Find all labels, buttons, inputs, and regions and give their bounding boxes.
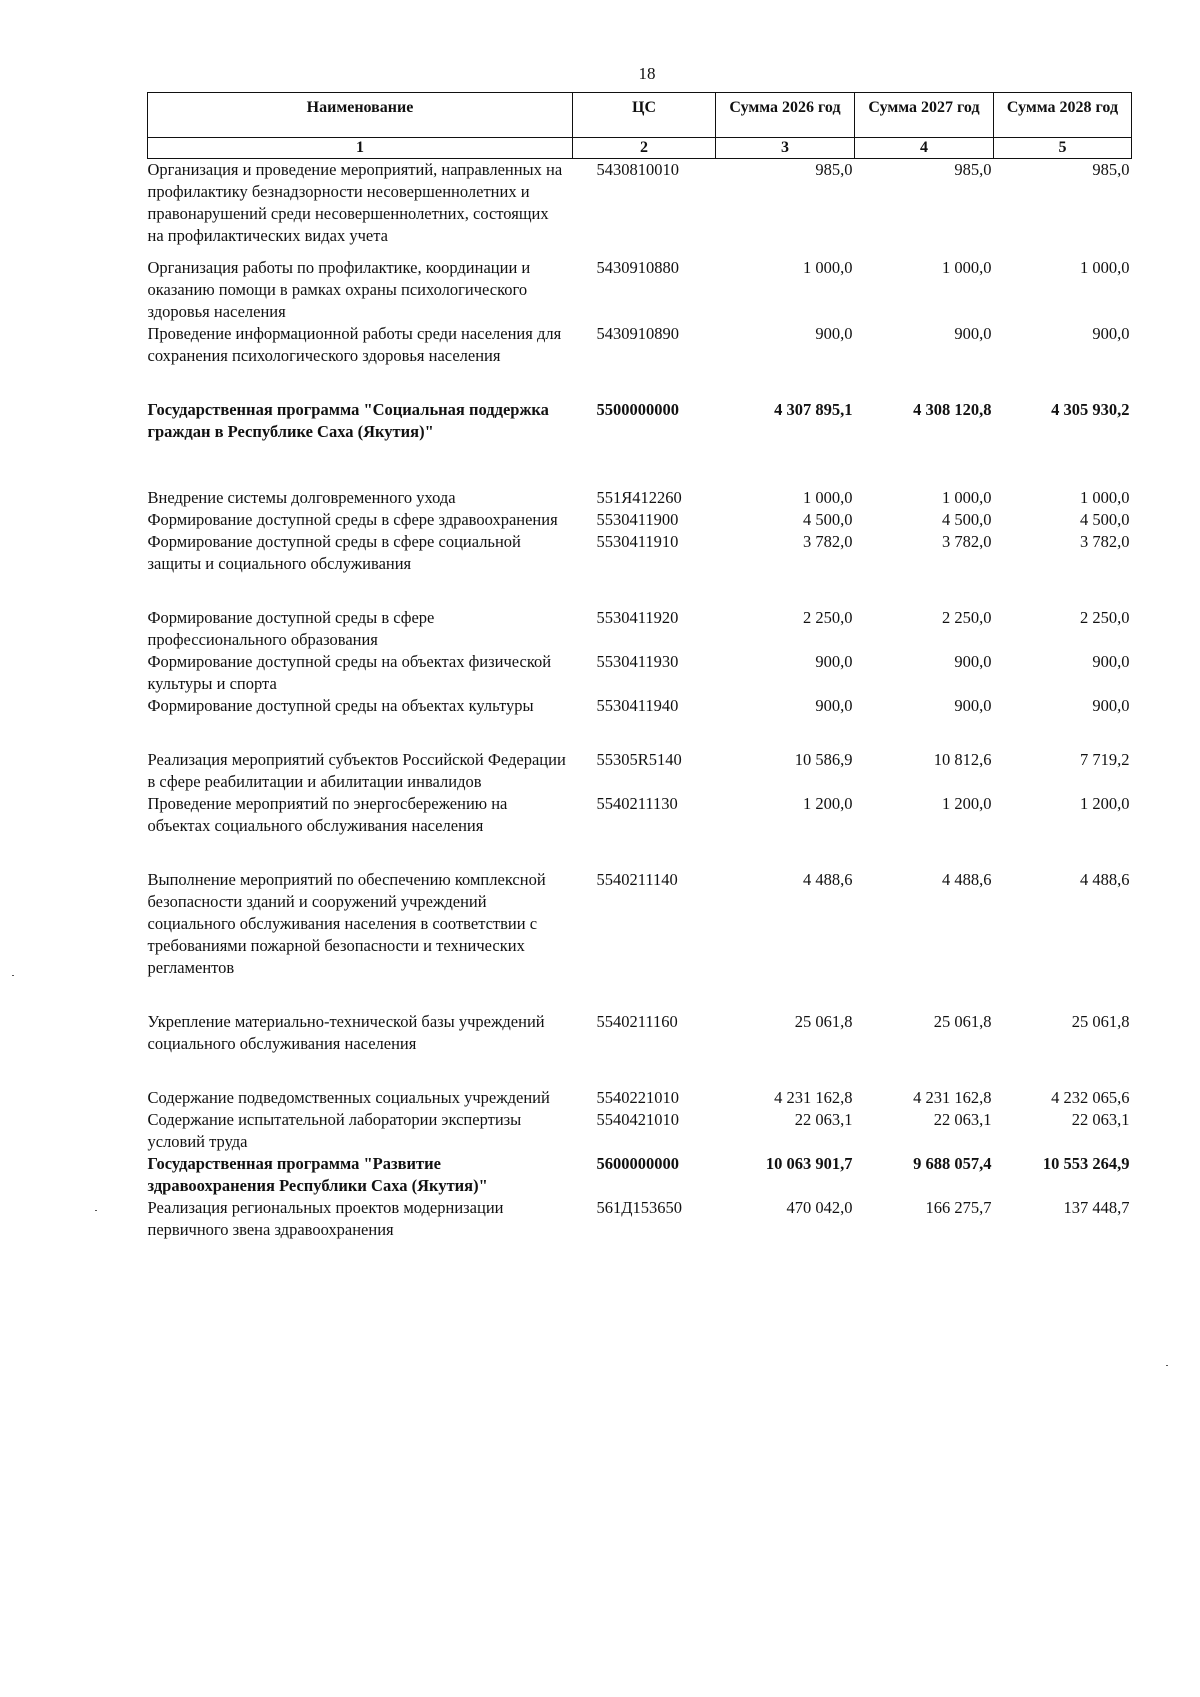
row-cs-code: 5530411940 (596, 696, 679, 715)
row-sum-2026: 4 488,6 (803, 870, 853, 889)
row-sum-2028: 4 232 065,6 (1051, 1088, 1130, 1107)
row-sum-2027: 3 782,0 (942, 532, 992, 551)
row-sum-2026: 10 586,9 (794, 750, 853, 769)
row-sum-2028: 25 061,8 (1071, 1012, 1130, 1031)
row-sum-2026: 900,0 (815, 652, 853, 671)
row-sum-2027: 4 231 162,8 (913, 1088, 992, 1107)
row-name: Проведение мероприятий по энергосбережению на объектах социального обслуживания населения (147, 794, 508, 835)
row-cs-code: 5530411920 (596, 608, 679, 627)
header-name: Наименование (148, 93, 573, 138)
row-sum-2028: 3 782,0 (1080, 532, 1130, 551)
row-name: Организация работы по профилактике, координации и оказанию помощи в рамках охраны психологического здоровья населения (147, 258, 531, 321)
row-sum-2026: 1 200,0 (803, 794, 853, 813)
row-sum-2028: 900,0 (1092, 652, 1130, 671)
row-cs-code: 5430910890 (596, 324, 679, 343)
table-row (148, 257, 1132, 323)
budget-table (147, 92, 1132, 1241)
row-name: Формирование доступной среды в сфере профессионального образования (147, 608, 435, 649)
row-sum-2027: 900,0 (954, 696, 992, 715)
row-name: Выполнение мероприятий по обеспечению комплексной безопасности зданий и сооружений учреждений социального обслуживания населения в соответствии с требованиями пожарной безопасности и технических регламентов (147, 870, 546, 977)
row-cs-code: 5540221010 (596, 1088, 679, 1107)
row-cs-code: 5540211130 (596, 794, 678, 813)
table-row (148, 531, 1132, 607)
row-sum-2028: 22 063,1 (1071, 1110, 1130, 1129)
header-number-row (148, 138, 1132, 159)
row-sum-2028: 2 250,0 (1080, 608, 1130, 627)
row-sum-2028: 4 500,0 (1080, 510, 1130, 529)
table-row (148, 1153, 1132, 1197)
table-row (148, 869, 1132, 1011)
table-row (148, 399, 1132, 487)
row-cs-code: 5530411900 (596, 510, 679, 529)
row-sum-2026: 2 250,0 (803, 608, 853, 627)
row-sum-2026: 900,0 (815, 324, 853, 343)
page-number: 18 (638, 64, 656, 83)
row-sum-2028: 4 305 930,2 (1051, 400, 1130, 419)
row-sum-2028: 900,0 (1092, 324, 1130, 343)
row-cs-code: 561Д153650 (596, 1198, 683, 1217)
row-sum-2028: 4 488,6 (1080, 870, 1130, 889)
row-name: Формирование доступной среды на объектах культуры (147, 696, 534, 715)
row-sum-2027: 9 688 057,4 (913, 1154, 992, 1173)
table-body (148, 159, 1132, 1242)
column-number: 3 (716, 138, 855, 159)
row-cs-code: 5540421010 (596, 1110, 679, 1129)
table-row (148, 749, 1132, 793)
scan-speck (1166, 1365, 1168, 1366)
row-cs-code: 5500000000 (596, 400, 679, 419)
table-row (148, 1109, 1132, 1153)
row-sum-2028: 1 200,0 (1080, 794, 1130, 813)
table-row (148, 651, 1132, 695)
row-sum-2027: 4 488,6 (942, 870, 992, 889)
row-sum-2028: 137 448,7 (1063, 1198, 1130, 1217)
row-name: Реализация региональных проектов модернизации первичного звена здравоохранения (147, 1198, 504, 1239)
column-number: 2 (573, 138, 716, 159)
table-row (148, 793, 1132, 869)
row-sum-2028: 1 000,0 (1080, 488, 1130, 507)
row-sum-2028: 10 553 264,9 (1042, 1154, 1130, 1173)
row-sum-2027: 2 250,0 (942, 608, 992, 627)
header-sum-2028: Сумма 2028 год (994, 93, 1132, 138)
row-sum-2028: 900,0 (1092, 696, 1130, 715)
table-row (148, 1197, 1132, 1241)
scan-speck (12, 975, 14, 976)
row-sum-2026: 4 307 895,1 (774, 400, 853, 419)
row-name: Формирование доступной среды в сфере социальной защиты и социального обслуживания (147, 532, 521, 573)
header-sum-2026: Сумма 2026 год (716, 93, 855, 138)
table-row (148, 607, 1132, 651)
row-sum-2027: 22 063,1 (933, 1110, 992, 1129)
row-sum-2026: 3 782,0 (803, 532, 853, 551)
row-cs-code: 5530411930 (596, 652, 679, 671)
row-sum-2027: 1 000,0 (942, 488, 992, 507)
scan-speck (95, 1210, 97, 1211)
column-number: 1 (148, 138, 573, 159)
row-sum-2026: 1 000,0 (803, 258, 853, 277)
row-sum-2027: 10 812,6 (933, 750, 992, 769)
table-row (148, 159, 1132, 258)
row-sum-2026: 4 231 162,8 (774, 1088, 853, 1107)
row-cs-code: 55305R5140 (596, 750, 682, 769)
row-cs-code: 5430910880 (596, 258, 679, 277)
row-sum-2026: 985,0 (815, 160, 853, 179)
row-sum-2026: 25 061,8 (794, 1012, 853, 1031)
row-sum-2028: 7 719,2 (1080, 750, 1130, 769)
header-sum-2027: Сумма 2027 год (855, 93, 994, 138)
row-cs-code: 5540211160 (596, 1012, 678, 1031)
row-sum-2027: 1 000,0 (942, 258, 992, 277)
header-cs: ЦС (573, 93, 716, 138)
row-name: Формирование доступной среды на объектах физической культуры и спорта (147, 652, 552, 693)
row-sum-2027: 1 200,0 (942, 794, 992, 813)
table-row (148, 1011, 1132, 1087)
row-name: Формирование доступной среды в сфере здравоохранения (147, 510, 558, 529)
row-sum-2028: 985,0 (1092, 160, 1130, 179)
row-name: Внедрение системы долговременного ухода (147, 488, 456, 507)
row-name: Содержание испытательной лаборатории экспертизы условий труда (147, 1110, 522, 1151)
row-name: Организация и проведение мероприятий, направленных на профилактику безнадзорности несовершеннолетних и правонарушений среди несовершеннолетних, состоящих на профилактических видах учета (147, 160, 563, 245)
row-sum-2026: 10 063 901,7 (765, 1154, 853, 1173)
row-sum-2027: 900,0 (954, 652, 992, 671)
row-name: Содержание подведомственных социальных учреждений (147, 1088, 550, 1107)
row-sum-2027: 900,0 (954, 324, 992, 343)
column-number: 5 (994, 138, 1132, 159)
row-name: Государственная программа "Социальная поддержка граждан в Республике Саха (Якутия)" (147, 400, 549, 441)
row-cs-code: 5540211140 (596, 870, 678, 889)
row-sum-2026: 470 042,0 (786, 1198, 853, 1217)
row-sum-2026: 900,0 (815, 696, 853, 715)
row-name: Проведение информационной работы среди населения для сохранения психологического здоровья населения (147, 324, 562, 365)
table-row (148, 509, 1132, 531)
row-sum-2027: 4 308 120,8 (913, 400, 992, 419)
row-sum-2027: 166 275,7 (925, 1198, 992, 1217)
row-cs-code: 5600000000 (596, 1154, 679, 1173)
row-sum-2027: 25 061,8 (933, 1012, 992, 1031)
column-number: 4 (855, 138, 994, 159)
table-row (148, 323, 1132, 399)
row-sum-2027: 4 500,0 (942, 510, 992, 529)
row-sum-2027: 985,0 (954, 160, 992, 179)
row-name: Укрепление материально-технической базы учреждений социального обслуживания населения (147, 1012, 545, 1053)
header-row (148, 93, 1132, 138)
table-row (148, 487, 1132, 509)
row-name: Реализация мероприятий субъектов Российской Федерации в сфере реабилитации и абилитации инвалидов (147, 750, 566, 791)
row-sum-2026: 22 063,1 (794, 1110, 853, 1129)
row-sum-2026: 1 000,0 (803, 488, 853, 507)
row-cs-code: 5530411910 (596, 532, 679, 551)
row-sum-2026: 4 500,0 (803, 510, 853, 529)
row-name: Государственная программа "Развитие здравоохранения Республики Саха (Якутия)" (147, 1154, 488, 1195)
table-row (148, 1087, 1132, 1109)
row-cs-code: 551Я412260 (596, 488, 682, 507)
table-row (148, 695, 1132, 749)
row-sum-2028: 1 000,0 (1080, 258, 1130, 277)
row-cs-code: 5430810010 (596, 160, 679, 179)
